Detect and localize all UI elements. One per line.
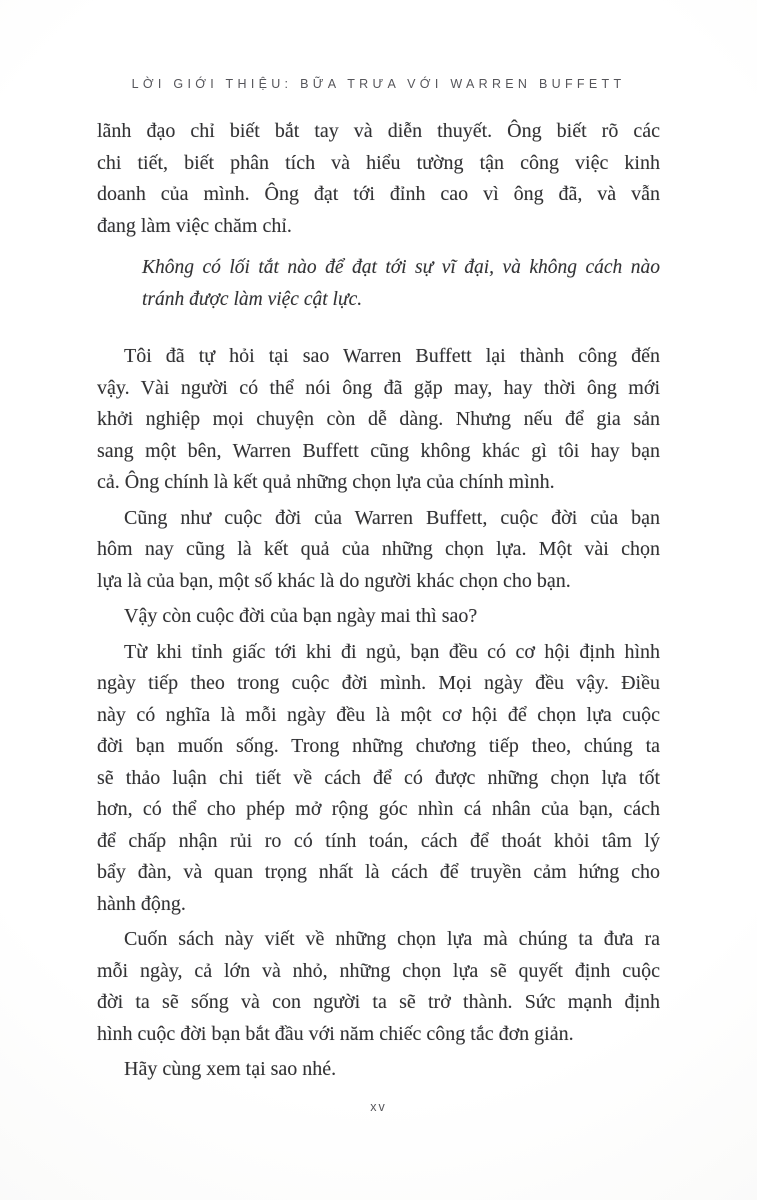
text-line: mỗi ngày, cả lớn và nhỏ, những chọn lựa sẽ quyết định cuộc <box>97 959 660 982</box>
text-line: bẩy đàn, và quan trọng nhất là cách để truyền cảm hứng cho <box>97 861 660 883</box>
text-line: vậy. Vài người có thể nói ông đã gặp may, hay thời ông mới <box>97 376 660 399</box>
body-paragraph <box>97 924 660 1050</box>
text-line: đời ta sẽ sống và con người ta sẽ trở thành. Sức mạnh định <box>97 991 660 1013</box>
page-number: xv <box>370 1100 387 1114</box>
body-paragraph <box>97 601 660 633</box>
text-line: Tôi đã tự hỏi tại sao Warren Buffett lại thành công đến <box>124 345 660 367</box>
text-line: hơn, có thể cho phép mở rộng góc nhìn cá nhân của bạn, cách <box>97 798 660 820</box>
body-paragraph <box>97 116 660 242</box>
text-line: doanh của mình. Ông đạt tới đỉnh cao vì ông đã, và vẫn <box>97 183 660 205</box>
text-line: lựa là của bạn, một số khác là do người khác chọn cho bạn. <box>97 569 571 592</box>
text-line: Từ khi tỉnh giấc tới khi đi ngủ, bạn đều có cơ hội định hình <box>124 640 660 663</box>
text-line: hôm nay cũng là kết quả của những chọn lựa. Một vài chọn <box>97 538 660 560</box>
text-line: Cuốn sách này viết về những chọn lựa mà chúng ta đưa ra <box>124 928 660 950</box>
text-line: tránh được làm việc cật lực. <box>142 288 363 310</box>
text-line: ngày tiếp theo trong cuộc đời mình. Mọi ngày đều vậy. Điều <box>97 672 660 694</box>
running-header: LỜI GIỚI THIỆU: BỮA TRƯA VỚI WARREN BUFFETT <box>131 77 626 91</box>
text-line: chi tiết, biết phân tích và hiểu tường tận công việc kinh <box>97 151 660 174</box>
text-line: Cũng như cuộc đời của Warren Buffett, cuộc đời của bạn <box>124 506 660 529</box>
body-paragraph <box>97 637 660 921</box>
block-quote <box>97 252 660 315</box>
text-line: đời bạn muốn sống. Trong những chương tiếp theo, chúng ta <box>97 735 660 757</box>
body-paragraph <box>97 1054 660 1086</box>
text-line: sang một bên, Warren Buffett cũng không khác gì tôi hay bạn <box>97 439 660 462</box>
page-body-text <box>97 116 660 1090</box>
text-line: Hãy cùng xem tại sao nhé. <box>124 1058 337 1080</box>
text-line: khởi nghiệp mọi chuyện còn dễ dàng. Nhưng nếu để gia sản <box>97 408 660 430</box>
text-line: lãnh đạo chỉ biết bắt tay và diễn thuyết. Ông biết rõ các <box>97 120 660 142</box>
body-paragraph <box>97 503 660 598</box>
text-line: để chấp nhận rủi ro có tính toán, cách để thoát khỏi tâm lý <box>97 829 660 852</box>
text-line: này có nghĩa là mỗi ngày đều là một cơ hội để chọn lựa cuộc <box>97 703 660 726</box>
text-line: hành động. <box>97 892 186 915</box>
text-line: đang làm việc chăm chỉ. <box>97 214 292 237</box>
text-line: cả. Ông chính là kết quả những chọn lựa của chính mình. <box>97 471 555 493</box>
text-line: hình cuộc đời bạn bắt đầu với năm chiếc công tắc đơn giản. <box>97 1022 574 1045</box>
text-line: Vậy còn cuộc đời của bạn ngày mai thì sao? <box>124 605 478 627</box>
body-paragraph <box>97 341 660 499</box>
text-line: sẽ thảo luận chi tiết về cách để có được những chọn lựa tốt <box>97 766 660 789</box>
text-line: Không có lối tắt nào để đạt tới sự vĩ đại, và không cách nào <box>142 257 660 278</box>
